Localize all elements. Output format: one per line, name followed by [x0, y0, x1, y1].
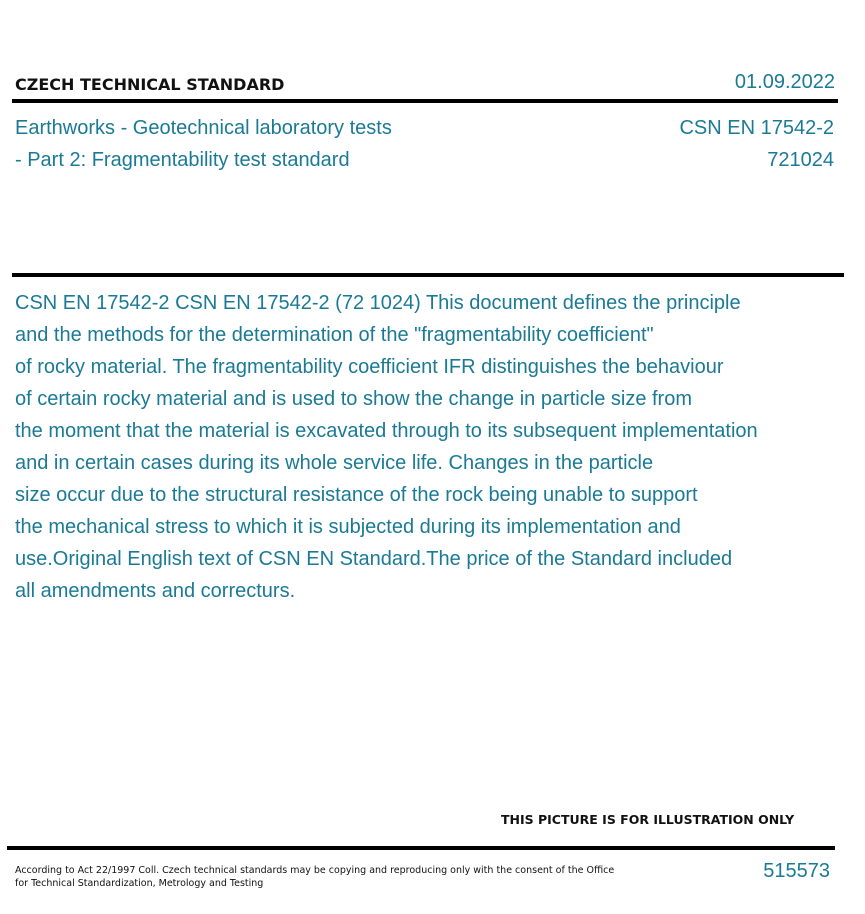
legal-notice: According to Act 22/1997 Coll. Czech technical standards may be copying and reproducing only with the consent of the Office for Technical Standardization, Metrology and Testing — [15, 865, 615, 889]
standard-description: CSN EN 17542-2 CSN EN 17542-2 (72 1024) This document defines the principle and the methods for the determination of the "fragmentability coefficient" of rocky material. The fragmentability coefficient IFR distinguishes the behaviour of certain rocky material and is used to show the change in particle size from the moment that the material is excavated through to its subsequent implementation and in certain cases during its whole service life. Changes in the particle size occur due to the structural resistance of the rock being unable to support the mechanical stress to which it is subjected during its implementation and use.Original English text of CSN EN Standard.The price of the Standard included all amendments and correcturs. — [15, 292, 758, 602]
title-divider — [12, 273, 844, 277]
illustration-disclaimer: THIS PICTURE IS FOR ILLUSTRATION ONLY — [501, 812, 795, 827]
document-code: 515573 — [763, 860, 830, 882]
standard-identifiers — [679, 112, 834, 176]
standard-title — [15, 112, 392, 176]
header-divider — [12, 99, 838, 103]
publication-date: 01.09.2022 — [734, 71, 835, 93]
footer-divider — [7, 846, 835, 850]
classification-code: 721024 — [767, 149, 834, 171]
standard-title-line-2: - Part 2: Fragmentability test standard — [15, 149, 350, 171]
document-type-label: CZECH TECHNICAL STANDARD — [15, 75, 285, 94]
standard-title-line-1: Earthworks - Geotechnical laboratory tests — [15, 117, 392, 139]
standard-number: CSN EN 17542-2 — [679, 117, 834, 139]
